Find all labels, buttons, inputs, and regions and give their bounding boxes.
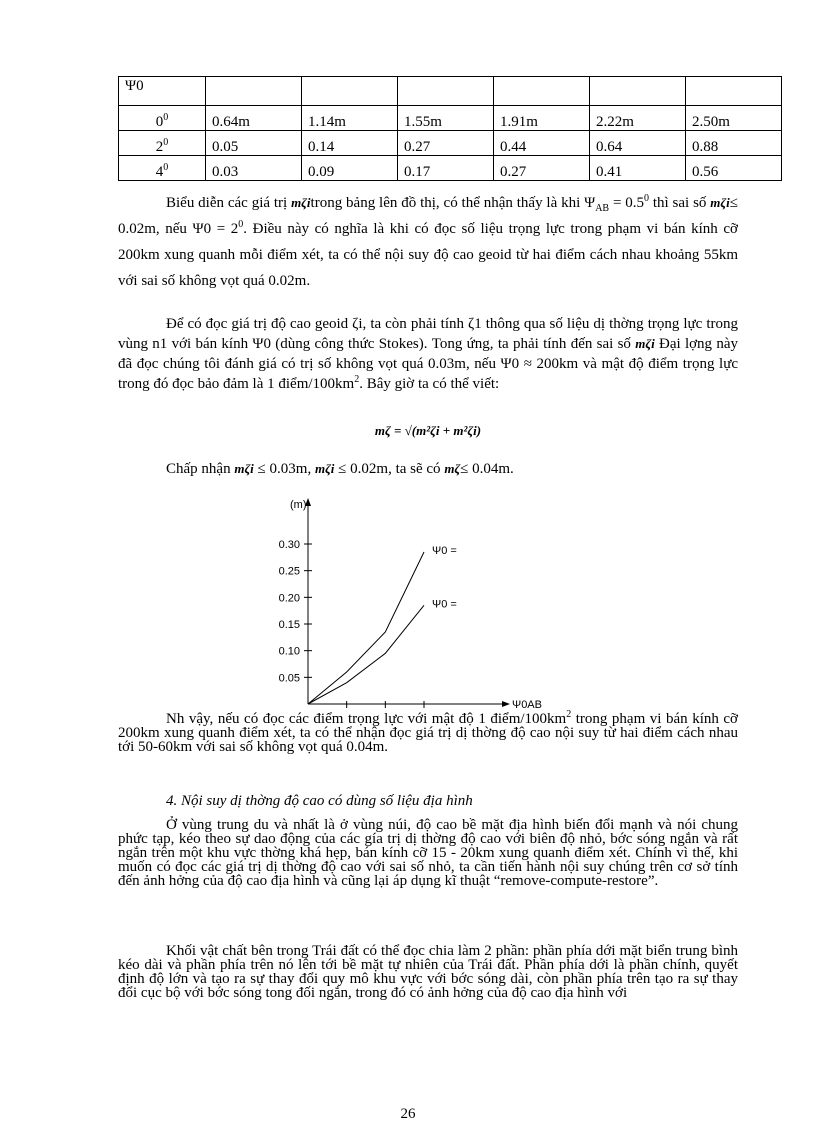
paragraph-4: Nh vậy, nếu có đọc các điểm trọng lực với mật độ 1 điểm/$100km^2$ trong phạm vi bán kính cỡ 200km xung quanh điểm xét, ta có thể nhận đọc giá trị dị thờng độ cao nội suy từ hai điểm cách nhau tới 50-60km với sai số không vọt quá 0.04m. <box>118 709 738 755</box>
paragraph-5: Ở vùng trung du và nhất là ở vùng núi, độ cao bề mặt địa hình biến đổi mạnh và nói chung phức tạp, kéo theo sự dao động của các gía trị dị thờng độ cao với biên độ nhỏ, bớc sóng ngắn và rất ngắn trên một khu vực thờng khá hẹp, bán kính cỡ 15 - 20km xung quanh điểm xét. Chính vì thế, khi muốn có đọc các giá trị dị thờng độ cao với sai số nhỏ, ta cần tiến hành nội suy chúng trên cơ sở tính đến ảnh hởng của độ cao địa hình và cũng lại áp dụng kĩ thuật “remove-compute-restore”. <box>118 817 738 889</box>
y-tick-label: 0.30 <box>278 539 300 551</box>
data-table <box>118 76 782 181</box>
y-tick-label: 0.10 <box>278 645 300 658</box>
table-row <box>119 156 782 181</box>
table-cell: 0.64 <box>590 131 686 156</box>
x-axis-label: Ψ0AB <box>512 699 542 711</box>
table-cell: 0.09 <box>302 156 398 181</box>
table-header-cell: Ψ0 <box>119 77 206 106</box>
table-cell: 1.55m <box>398 106 494 131</box>
y-axis-label: (m) <box>290 499 307 511</box>
table-cell: 0.27 <box>398 131 494 156</box>
table-cell: 0.56 <box>686 156 782 181</box>
paragraph-3: Chấp nhận mζi ≤ 0.03m, mζi ≤ 0.02m, ta sẽ có mζ≤ 0.04m. <box>166 461 514 477</box>
table-cell: 0.14 <box>302 131 398 156</box>
table-cell: 1.14m <box>302 106 398 131</box>
table-cell: 1.91m <box>494 106 590 131</box>
paragraph-1: Biểu diễn các giá trị mζitrong bảng lên đồ thị, có thể nhận thấy là khi $\Psi_{AB} = 0.5^0$ thì sai số mζi≤ 0.02m, nếu $\Psi 0 = 2^0$. Điều này có nghĩa là khi có đọc số liệu trọng lực trong phạm vi bán kính cỡ 200km xung quanh mỗi điểm xét, ta có thể nội suy độ cao geoid từ hai điểm cách nhau khoảng 55km với sai số không vọt quá 0.02m. <box>118 193 738 289</box>
formula: mζ = √(m²ζi + m²ζi) <box>374 423 482 438</box>
series-label: Ψ0 = <box>432 545 457 557</box>
table-row <box>119 106 782 131</box>
table-cell: 0.44 <box>494 131 590 156</box>
table-cell: 0.17 <box>398 156 494 181</box>
table-cell: 0.05 <box>206 131 302 156</box>
x-axis-arrow <box>502 701 510 707</box>
section-title: 4. Nội suy dị thờng độ cao có dùng số liệu địa hình <box>166 793 473 809</box>
table-cell: 0.88 <box>686 131 782 156</box>
table-cell: 2.50m <box>686 106 782 131</box>
series-label: Ψ0 = <box>432 598 457 611</box>
table-cell: 2.22m <box>590 106 686 131</box>
y-tick-label: 0.25 <box>278 565 300 578</box>
table-row <box>119 131 782 156</box>
line-chart <box>250 488 542 713</box>
table-row <box>119 77 782 106</box>
page-number: 26 <box>400 1106 416 1122</box>
table-cell: 0.41 <box>590 156 686 181</box>
table-cell: 0.64m <box>206 106 302 131</box>
y-tick-label: 0.05 <box>278 672 300 685</box>
table-cell: 0.27 <box>494 156 590 181</box>
table-cell: 0.03 <box>206 156 302 181</box>
paragraph-2: Để có đọc giá trị độ cao geoid ζi, ta còn phải tính ζ1 thông qua số liệu dị thờng trọng lực trong vùng n1 với bán kính Ψ0 (dùng công thức Stokes). Tong ứng, ta phải tính đến sai số mζi Đại lợng này đã đọc chúng tôi đánh giá có trị số không vọt quá 0.03m, nếu Ψ0 ≈ 200km và mật độ điểm trọng lực trong đó đọc bảo đảm là 1 điểm/$100km^2$. Bây giờ ta có thể viết: <box>118 316 738 392</box>
row-label: $0^0$ <box>119 106 206 131</box>
row-label: $2^0$ <box>119 131 206 156</box>
y-tick-label: 0.20 <box>278 592 300 605</box>
y-tick-label: 0.15 <box>278 619 300 631</box>
paragraph-6: Khối vật chất bên trong Trái đất có thể đọc chia làm 2 phần: phần phía dới mặt biển trung bình kéo dài và phần phía trên nó lên tới bề mặt tự nhiên của Trái đất. Phần phía dới là phần chính, quyết định độ lớn và tạo ra sự thay đổi quy mô khu vực với bớc sóng dài, còn phần phía trên tạo ra sự thay đổi cục bộ với bớc sóng tong đối ngắn, trong đó có ảnh hởng của độ cao địa hình với <box>118 943 738 1001</box>
series-line <box>308 552 424 704</box>
row-label: $4^0$ <box>119 156 206 181</box>
